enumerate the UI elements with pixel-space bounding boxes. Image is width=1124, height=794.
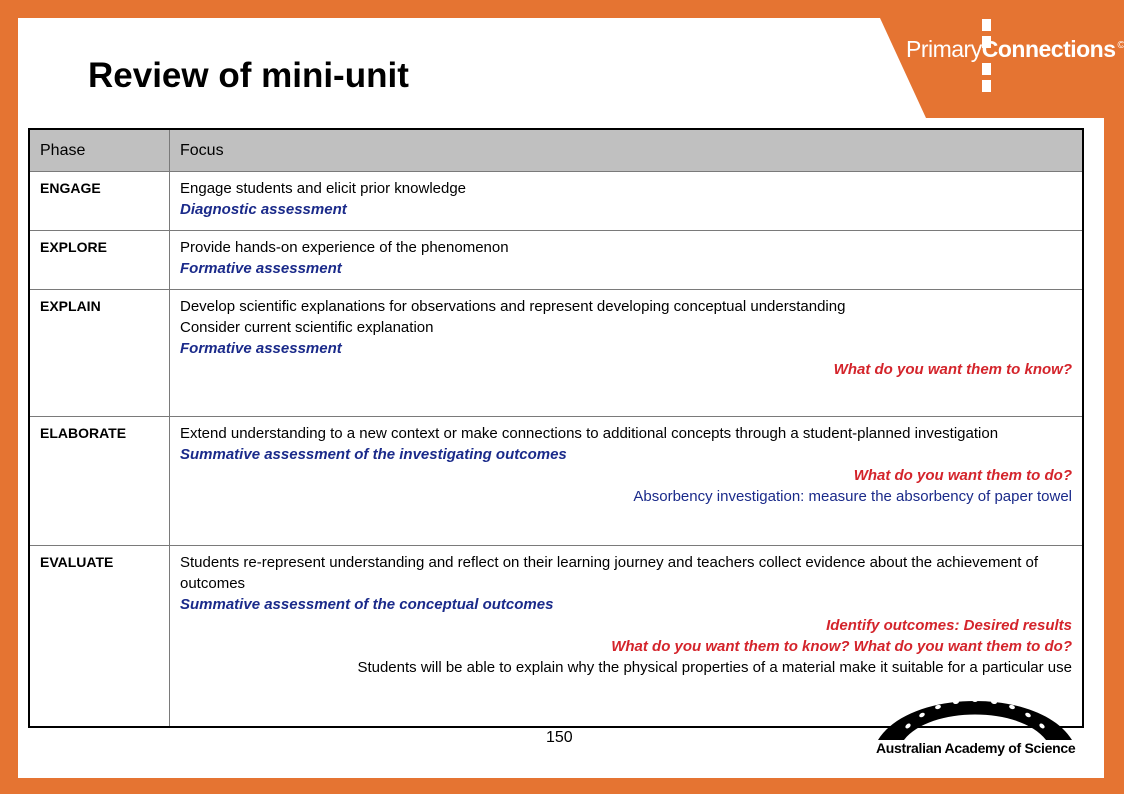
focus-line: Summative assessment of the investigating outcomes: [180, 446, 567, 463]
header-phase: Phase: [29, 129, 170, 172]
logo-panel: [880, 18, 1104, 118]
page-title: Review of mini-unit: [88, 56, 409, 95]
focus-cell: [170, 417, 1084, 546]
focus-line: Engage students and elicit prior knowledge: [180, 180, 467, 197]
logo-primary: Primary: [906, 36, 982, 62]
focus-line: Develop scientific explanations for observations and represent developing conceptual understanding: [180, 298, 846, 315]
phase-cell: EXPLAIN: [29, 290, 170, 417]
focus-line: What do you want them to know?: [833, 361, 1072, 378]
phase-cell: EXPLORE: [29, 231, 170, 290]
focus-line: Provide hands-on experience of the phenomenon: [180, 239, 509, 256]
table-row: [29, 231, 1083, 290]
focus-line: Summative assessment of the conceptual outcomes: [180, 596, 554, 613]
primary-connections-logo: [906, 36, 1124, 63]
focus-line: What do you want them to do?: [853, 467, 1072, 484]
focus-line: Consider current scientific explanation: [180, 319, 434, 336]
review-table: [28, 128, 1084, 728]
table-row: [29, 290, 1083, 417]
focus-line: Extend understanding to a new context or make connections to additional concepts through a student-planned investigation: [180, 425, 999, 442]
focus-line: What do you want them to know? What do you want them to do?: [611, 638, 1072, 655]
focus-cell: [170, 290, 1084, 417]
focus-line: Students re-represent understanding and reflect on their learning journey and teachers collect evidence about the achievement of outcomes: [180, 554, 1039, 592]
focus-cell: [170, 231, 1084, 290]
logo-dot: [982, 19, 991, 31]
logo-copyright: ©: [1117, 40, 1124, 52]
phase-cell: ENGAGE: [29, 172, 170, 231]
logo-dot: [982, 80, 991, 92]
focus-line: Students will be able to explain why the physical properties of a material make it suitable for a particular use: [357, 659, 1072, 676]
page-number: 150: [546, 729, 573, 746]
logo-dot: [982, 63, 991, 75]
table-row: [29, 172, 1083, 231]
focus-line: Absorbency investigation: measure the absorbency of paper towel: [633, 488, 1072, 505]
table-header-row: [29, 129, 1083, 172]
focus-cell: [170, 172, 1084, 231]
focus-line: Diagnostic assessment: [180, 201, 347, 218]
header-focus: Focus: [170, 129, 1084, 172]
footer-logo-text: Australian Academy of Science: [876, 740, 1076, 756]
focus-line: Identify outcomes: Desired results: [826, 617, 1072, 634]
focus-line: Formative assessment: [180, 260, 342, 277]
logo-arch: [878, 701, 1072, 740]
focus-line: Formative assessment: [180, 340, 342, 357]
phase-cell: EVALUATE: [29, 546, 170, 728]
logo-connections: Connections: [981, 36, 1116, 62]
table-row: [29, 417, 1083, 546]
phase-cell: ELABORATE: [29, 417, 170, 546]
